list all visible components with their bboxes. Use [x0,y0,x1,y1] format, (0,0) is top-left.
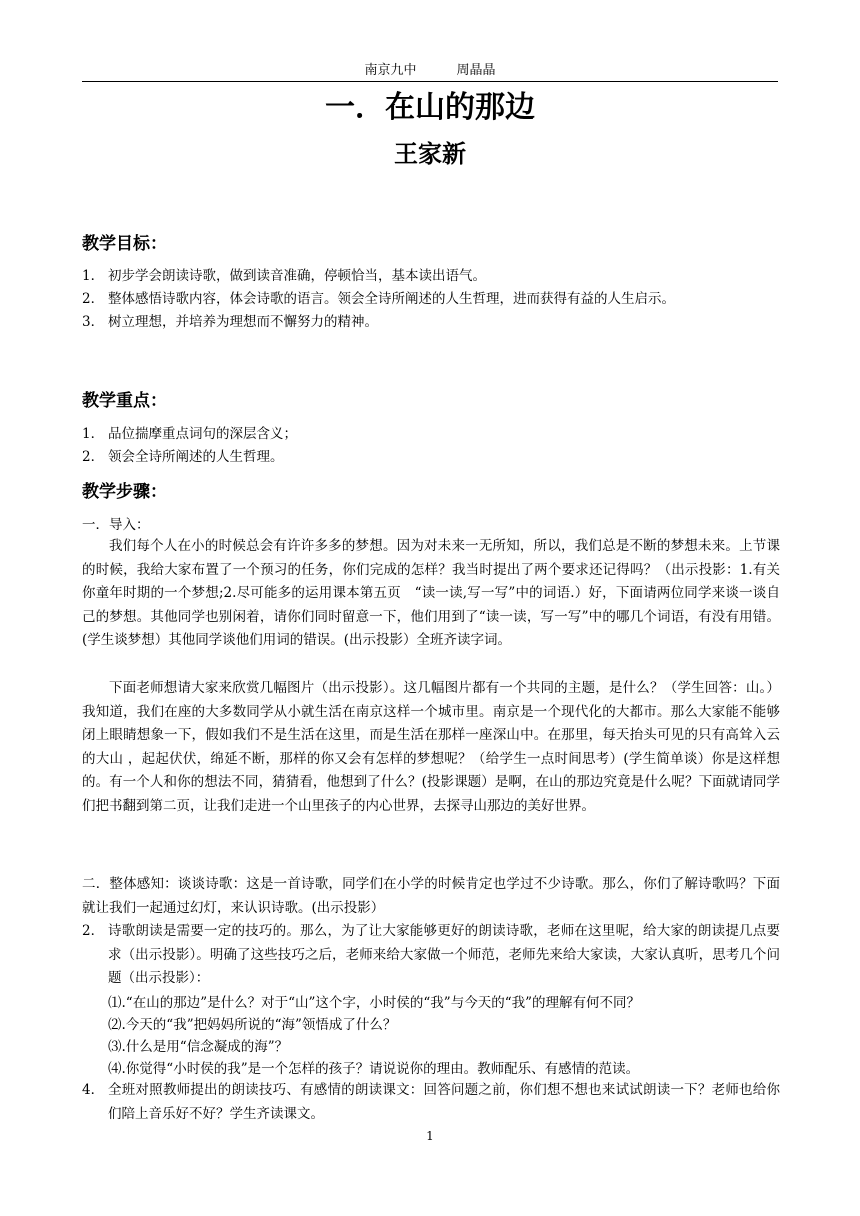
step-text: 全班对照教师提出的朗读技巧、有感情的朗读课文：回答问题之前，你们想不想也来试试朗读一下？老师也给你们陪上音乐好不好？学生齐读课文。 [108,1082,780,1122]
goals-heading: 教学目标： [82,234,167,254]
step-number: 2． [82,923,105,939]
intro-label: 一．导入： [82,517,150,533]
keypoint-item [82,424,782,444]
goal-number: 3． [82,314,105,330]
intro-paragraph-1: 我们每个人在小的时候总会有许许多多的梦想。因为对未来一无所知，所以，我们总是不断的梦想未来。上节课的时候，我给大家布置了一个预习的任务，你们完成的怎样？我当时提出了两个要求还记得吗？（出示投影：1.有关你童年时期的一个梦想;2.尽可能多的运用课本第五页 “读一读,写一写”中的词语.）好，下面请两位同学来谈一谈自己的梦想。其他同学也别闲着，请你们同时留意一下，他们用到了“读一读，写一写”中的哪几个词语，有没有用错。(学生谈梦想）其他同学谈他们用词的错误。(出示投影）全班齐读字词。 [82,538,780,649]
question-item: ⑶.什么是用“信念凝成的海”？ [108,1039,289,1055]
keypoint-text: 品位揣摩重点词句的深层含义； [108,426,297,442]
keypoint-text: 领会全诗所阐述的人生哲理。 [108,449,284,465]
question-item: ⑴.“在山的那边”是什么？对于“山”这个字，小时侯的“我”与今天的“我”的理解有何不同？ [108,995,641,1011]
goal-item [82,266,782,286]
goal-text: 树立理想，并培养为理想而不懈努力的精神。 [108,314,378,330]
goal-text: 初步学会朗读诗歌，做到读音准确，停顿恰当，基本读出语气。 [108,268,486,284]
step-text: 诗歌朗读是需要一定的技巧的。那么，为了让大家能够更好的朗读诗歌，老师在这里呢，给大家的朗读提几点要求（出示投影）。明确了这些技巧之后，老师来给大家做一个师范，老师先来给大家读，大家认真听，思考几个问题（出示投影）： [108,923,780,987]
header-teacher: 周晶晶 [456,63,496,78]
poem-author: 王家新 [394,140,466,168]
keypoints-heading: 教学重点： [82,391,167,411]
keypoint-number: 2． [82,449,105,465]
step-item-4 [82,1079,780,1126]
goal-item [82,312,782,332]
goal-number: 2． [82,291,105,307]
goal-text: 整体感悟诗歌内容，体会诗歌的语言。领会全诗所阐述的人生哲理，进而获得有益的人生启示。 [108,291,675,307]
question-item: ⑷.你觉得“小时侯的我”是一个怎样的孩子？请说说你的理由。教师配乐、有感情的范读。 [108,1061,640,1077]
keypoint-item [82,447,782,467]
page-header [82,63,778,82]
keypoint-number: 1． [82,426,105,442]
step-number: 4． [82,1082,105,1098]
goal-item [82,289,782,309]
lesson-title: 一．在山的那边 [325,90,535,125]
overall-perception-paragraph: 二．整体感知：谈谈诗歌：这是一首诗歌，同学们在小学的时候肯定也学过不少诗歌。那么，你们了解诗歌吗？下面就让我们一起通过幻灯，来认识诗歌。(出示投影） [82,876,780,916]
page-number: 1 [426,1129,434,1143]
steps-heading: 教学步骤： [82,482,167,502]
header-school: 南京九中 [364,63,417,78]
intro-paragraph-2: 下面老师想请大家来欣赏几幅图片（出示投影）。这几幅图片都有一个共同的主题，是什么？（学生回答：山。）我知道，我们在座的大多数同学从小就生活在南京这样一个城市里。南京是一个现代化的大都市。那么大家能不能够闭上眼睛想象一下，假如我们不是生活在这里，而是生活在那样一座深山中。在那里，每天抬头可见的只有高耸入云的大山 ，起起伏伏，绵延不断，那样的你又会有怎样的梦想呢？（给学生一点时间思考）(学生简单谈）你是这样想的。有一个人和你的想法不同，猜猜看，他想到了什么？(投影课题）是啊，在山的那边究竟是什么呢？下面就请同学们把书翻到第二页，让我们走进一个山里孩子的内心世界，去探寻山那边的美好世界。 [82,680,780,814]
goal-number: 1． [82,268,105,284]
question-item: ⑵.今天的“我”把妈妈所说的“海”领悟成了什么？ [108,1017,397,1033]
step-item-2 [82,920,780,991]
